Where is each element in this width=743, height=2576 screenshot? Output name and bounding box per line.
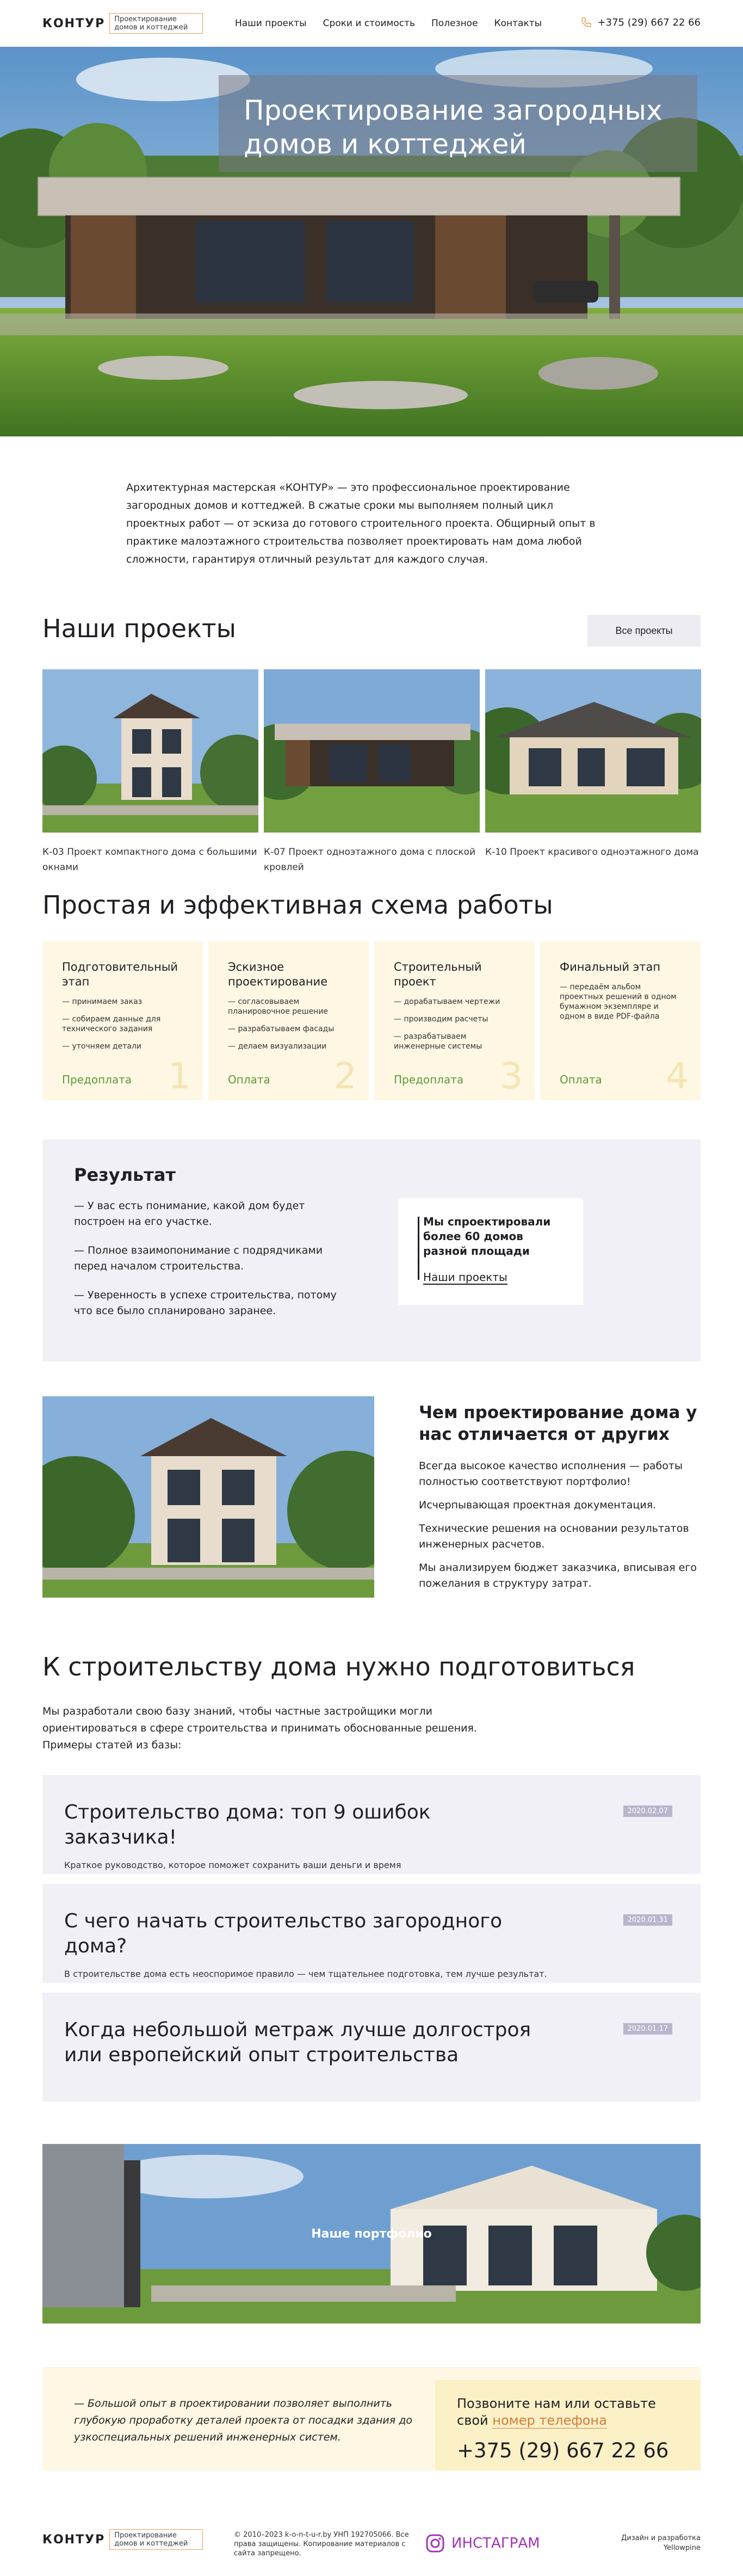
portfolio-label[interactable]: Наше портфолио — [311, 2227, 432, 2241]
article-title[interactable]: Когда небольшой метраж лучше долгостроя или европейский опыт строительства — [64, 2019, 531, 2066]
step-title: Строительный проект — [394, 960, 482, 988]
step-item: — дорабатываем чертежи — [394, 997, 500, 1006]
difference-title: Чем проектирование дома у нас отличается от других — [419, 1403, 697, 1444]
developer-name: Yellowpine — [663, 2544, 701, 2552]
step-payment: Оплата — [228, 1073, 270, 1086]
step-number: 2 — [334, 1055, 357, 1097]
hero-title: Проектирование загородных домов и коттеджей — [244, 95, 662, 160]
step-item: — согласовываем планировочное решение — [228, 997, 329, 1016]
project-card[interactable] — [42, 669, 258, 875]
difference-image — [42, 1396, 374, 1598]
instagram-link[interactable] — [425, 2534, 540, 2553]
step-title: Подготовительный этап — [62, 960, 178, 988]
step-number: 4 — [666, 1055, 689, 1097]
step-title: Финальный этап — [560, 960, 661, 973]
main-nav — [235, 18, 542, 29]
contact-quote: — Большой опыт в проектировании позволяет выполнить глубокую проработку деталей проекта от посадки здания до узкоспециальных решений инженерных систем. — [74, 2398, 412, 2443]
instagram-icon — [425, 2534, 445, 2553]
footer-logo-tagline: Проектирование домов и коттеджей — [109, 2529, 203, 2550]
article-date: 2020.01.31 — [623, 1914, 672, 1926]
phone-icon — [580, 16, 592, 28]
article-subtitle: В строительстве дома есть неоспоримое правило — чем тщательнее подготовка, тем лучше результат. — [64, 1969, 547, 1979]
step-item: — уточняем детали — [62, 1042, 142, 1051]
projects-grid — [42, 669, 701, 875]
result-card — [398, 1198, 583, 1305]
nav-prices[interactable]: Сроки и стоимость — [323, 18, 416, 29]
site-footer — [0, 2514, 743, 2576]
step-payment: Предоплата — [394, 1073, 464, 1086]
result-title: Результат — [74, 1164, 176, 1185]
step-number: 1 — [168, 1055, 191, 1097]
header-phone[interactable] — [580, 16, 701, 28]
logo[interactable] — [42, 11, 203, 36]
article-date: 2020.01.17 — [623, 2023, 672, 2035]
difference-item: Технические решения на основании результатов инженерных расчетов. — [419, 1523, 689, 1550]
result-list — [74, 1198, 357, 1332]
project-image[interactable] — [264, 669, 480, 833]
scheme-steps — [42, 941, 701, 1100]
article-card[interactable] — [42, 1993, 701, 2102]
contact-ask-text: Позвоните нам или оставьте свой — [457, 2396, 656, 2428]
scheme-title: Простая и эффективная схема работы — [42, 890, 553, 920]
developer-credit[interactable] — [621, 2534, 701, 2553]
step-card — [208, 941, 369, 1100]
project-card[interactable] — [485, 669, 701, 875]
result-card-text: Мы спроектировали более 60 домов разной площади — [423, 1215, 551, 1258]
phone-number-link[interactable]: номер телефона — [492, 2413, 607, 2428]
step-item: — делаем визуализации — [228, 1042, 327, 1051]
step-card — [374, 941, 535, 1100]
contact-section — [42, 2367, 701, 2470]
article-card[interactable] — [42, 1884, 701, 1983]
nav-useful[interactable]: Полезное — [431, 18, 478, 29]
article-title[interactable]: Строительство дома: топ 9 ошибок заказчика! — [64, 1801, 431, 1848]
prepare-description: Мы разработали свою базу знаний, чтобы частные застройщики могли ориентироваться в сфере строительства и принимать обоснованные решения. Примеры статей из базы: — [42, 1705, 477, 1751]
result-item: — У вас есть понимание, какой дом будет построен на его участке. — [74, 1200, 305, 1228]
our-projects-link[interactable]: Наши проекты — [423, 1271, 507, 1284]
logo-tagline: Проектирование домов и коттеджей — [109, 13, 203, 34]
step-item: — производим расчеты — [394, 1015, 488, 1024]
project-image[interactable] — [42, 669, 258, 833]
instagram-label: ИНСТАГРАМ — [451, 2535, 540, 2552]
prepare-title: К строительству дома нужно подготовиться — [42, 1652, 635, 1681]
difference-item: Исчерпывающая проектная документация. — [419, 1499, 657, 1511]
difference-item: Всегда высокое качество исполнения — работы полностью соответствуют портфолио! — [419, 1460, 683, 1488]
project-caption[interactable]: К-10 Проект красивого одноэтажного дома — [485, 847, 699, 858]
step-item: — собираем данные для технического задания — [62, 1015, 161, 1033]
nav-projects[interactable]: Наши проекты — [235, 18, 307, 29]
article-title[interactable]: С чего начать строительство загородного дома? — [64, 1910, 503, 1957]
header-phone-number: +375 (29) 667 22 66 — [597, 16, 701, 28]
logo-word: КОНТУР — [42, 16, 106, 30]
nav-contacts[interactable]: Контакты — [494, 18, 542, 29]
difference-text — [419, 1402, 702, 1599]
project-caption[interactable]: К-07 Проект одноэтажного дома с плоской кровлей — [264, 847, 476, 873]
step-card — [42, 941, 203, 1100]
project-card[interactable] — [264, 669, 480, 875]
hero-banner — [0, 47, 743, 436]
step-payment: Предоплата — [62, 1073, 132, 1086]
contact-callout — [435, 2380, 701, 2470]
article-subtitle: Краткое руководство, которое поможет сохранить ваши деньги и время — [64, 1860, 401, 1870]
step-item: — разрабатываем фасады — [228, 1025, 335, 1033]
step-number: 3 — [500, 1055, 523, 1097]
all-projects-button[interactable]: Все проекты — [587, 615, 701, 646]
project-caption[interactable]: К-03 Проект компактного дома с большими окнами — [42, 847, 257, 873]
contact-phone[interactable]: +375 (29) 667 22 66 — [457, 2439, 669, 2462]
footer-logo[interactable] — [42, 2529, 203, 2550]
contact-ask — [457, 2395, 679, 2429]
step-title: Эскизное проектирование — [228, 960, 328, 988]
article-card[interactable] — [42, 1775, 701, 1874]
result-item: — Уверенность в успехе строительства, потому что все было спланировано заранее. — [74, 1289, 337, 1317]
footer-copyright: © 2010–2023 k-o-n-t-u-r.by УНП 192705066. Все права защищены. Копирование материалов с сайта запрещено. — [234, 2531, 409, 2557]
hero-title-box — [219, 75, 697, 172]
step-item: — разрабатываем инженерные системы — [394, 1032, 482, 1051]
step-item: — передаём альбом проектных решений в одном бумажном экземпляре и одном в виде PDF-файла — [560, 983, 677, 1021]
intro-text: Архитектурная мастерская «КОНТУР» — это профессиональное проектирование загородных домов и коттеджей. В сжатые сроки мы выполняем полный цикл проектных работ — от эскиза до готового строительного проекта. Общирный опыт в практике малоэтажного строительства позволяет проектировать нам дома любой сложности, гарантируя отличный результат для каждого случая. — [126, 482, 596, 565]
step-item: — принимаем заказ — [62, 997, 143, 1006]
difference-item: Мы анализируем бюджет заказчика, вписывая его пожелания в структуру затрат. — [419, 1562, 697, 1589]
project-image[interactable] — [485, 669, 701, 833]
step-payment: Оплата — [560, 1073, 602, 1086]
portfolio-banner[interactable] — [42, 2144, 701, 2324]
footer-logo-word: КОНТУР — [42, 2532, 106, 2547]
step-card — [540, 941, 701, 1100]
result-item: — Полное взаимопонимание с подрядчиками перед началом строительства. — [74, 1244, 323, 1272]
result-section — [42, 1139, 701, 1361]
article-date: 2020.02.07 — [623, 1805, 672, 1817]
developer-label: Дизайн и разработка — [621, 2534, 701, 2542]
site-header — [0, 0, 743, 47]
projects-title: Наши проекты — [42, 614, 237, 643]
